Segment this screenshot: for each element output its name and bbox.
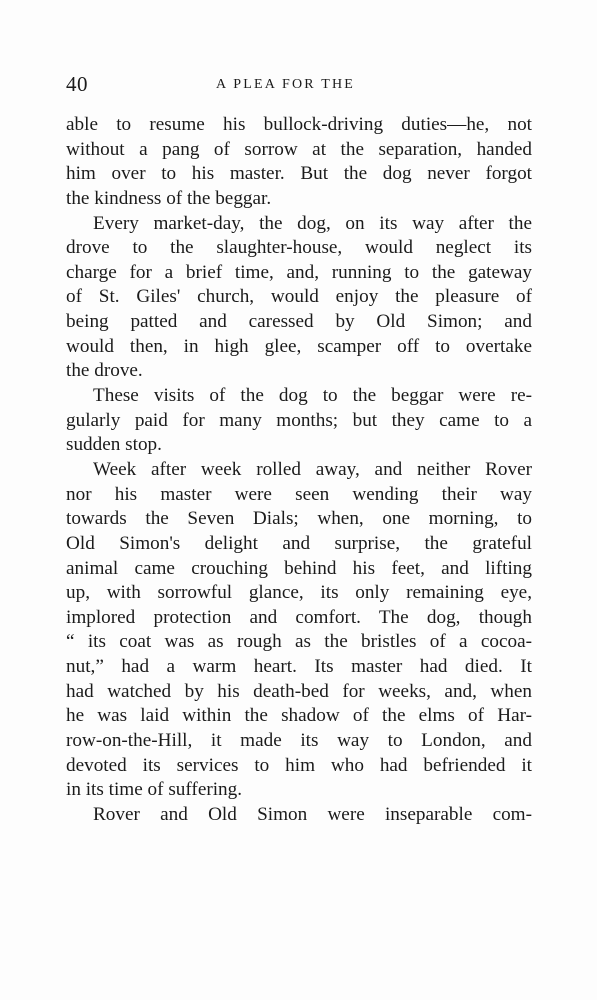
paragraph (66, 458, 532, 803)
paragraph (66, 803, 532, 828)
text-line: the kindness of the beggar. (66, 187, 272, 209)
text-line: Week after week rolled away, and neither Rover (93, 458, 532, 480)
text-line: These visits of the dog to the beggar were re- (93, 385, 532, 407)
text-line: would then, in high glee, scamper off to overtake (66, 335, 532, 357)
text-line: him over to his master. But the dog never forgot (66, 163, 532, 185)
text-line: Rover and Old Simon were inseparable com- (93, 803, 532, 825)
text-line: up, with sorrowful glance, its only remaining eye, (66, 582, 532, 604)
text-line: drove to the slaughter-house, would neglect its (66, 237, 532, 259)
text-line: Old Simon's delight and surprise, the grateful (66, 532, 532, 554)
text-line: animal came crouching behind his feet, and lifting (66, 557, 532, 579)
text-line: devoted its services to him who had befriended it (66, 754, 532, 776)
body-text (66, 113, 532, 828)
page-header (66, 72, 532, 98)
text-line: “ its coat was as rough as the bristles of a cocoa- (66, 631, 532, 653)
text-line: being patted and caressed by Old Simon; and (66, 311, 532, 333)
page-number: 40 (66, 72, 88, 96)
text-line: nut,” had a warm heart. Its master had died. It (66, 656, 532, 678)
text-line: Every market-day, the dog, on its way after the (93, 212, 532, 234)
text-line: he was laid within the shadow of the elms of Har- (66, 705, 532, 727)
text-line: charge for a brief time, and, running to the gateway (66, 261, 532, 283)
paragraph (66, 212, 532, 384)
paragraph (66, 384, 532, 458)
text-line: implored protection and comfort. The dog, though (66, 606, 532, 628)
text-line: without a pang of sorrow at the separation, handed (66, 138, 532, 160)
text-line: towards the Seven Dials; when, one morning, to (66, 508, 532, 530)
text-line: the drove. (66, 360, 143, 382)
text-line: in its time of suffering. (66, 779, 243, 801)
text-line: row-on-the-Hill, it made its way to London, and (66, 730, 532, 752)
text-line: able to resume his bullock-driving duties—he, not (66, 114, 532, 135)
text-line: sudden stop. (66, 434, 162, 456)
paragraph (66, 113, 532, 212)
text-line: had watched by his death-bed for weeks, and, when (66, 680, 532, 702)
text-line: gularly paid for many months; but they came to a (66, 409, 532, 431)
text-line: of St. Giles' church, would enjoy the pleasure of (66, 286, 532, 308)
text-line: nor his master were seen wending their way (66, 483, 532, 505)
running-head: A PLEA FOR THE (216, 77, 356, 92)
